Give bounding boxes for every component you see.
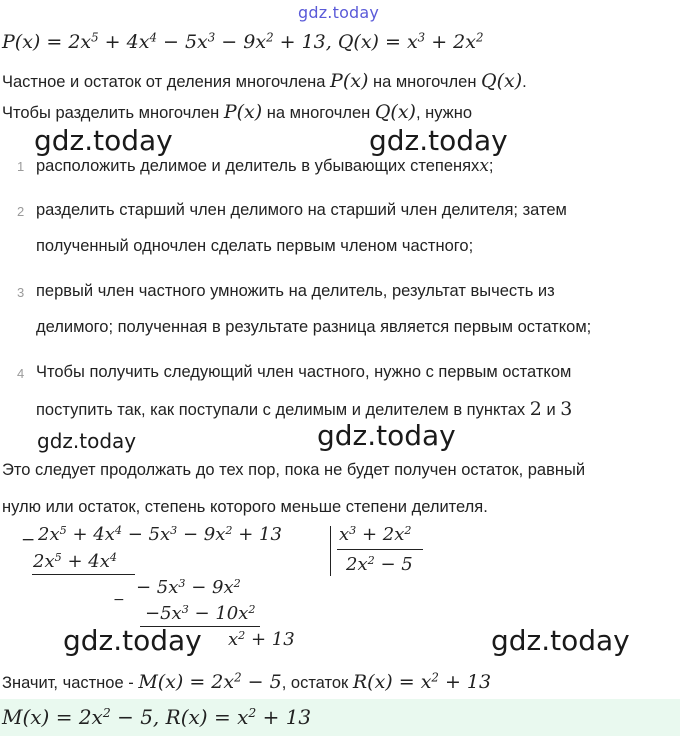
watermark: gdz.today <box>34 124 173 157</box>
division-minus-sign: − <box>21 530 36 550</box>
answer-formula: $M(x) = 2x^2 - 5$, $R(x) = x^2 + 13$ <box>2 705 312 729</box>
watermark-top: gdz.today <box>298 3 380 22</box>
polynomial-definition: $P(x) = 2x^5 + 4x^4 - 5x^3 - 9x^2 + 13$, $Q(x) = x^3 + 2x^2$ <box>2 30 484 53</box>
p-lhs: P(x) <box>2 31 41 53</box>
division-bar <box>330 526 331 576</box>
step-text: делимого; полученная в результате разница является первым остатком; <box>36 318 592 336</box>
division-remainder-1: − $5x^3 - 9x^2$ <box>136 576 241 598</box>
step-number: 2 <box>17 204 25 219</box>
task-statement: Частное и остаток от деления многочлена P(x) на многочлен Q(x). <box>2 70 527 92</box>
division-remainder-2: $x^2 + 13$ <box>228 628 295 650</box>
step-text: разделить старший член делимого на старший член делителя; затем <box>36 201 567 219</box>
division-minus-sign: − <box>113 592 125 608</box>
watermark: gdz.today <box>37 429 137 453</box>
division-underline <box>32 574 135 575</box>
step-number: 1 <box>17 159 25 174</box>
continuation-text: нулю или остаток, степень которого меньше степени делителя. <box>2 498 488 516</box>
watermark: gdz.today <box>369 124 508 157</box>
step-number: 3 <box>17 285 25 300</box>
step-text: Чтобы получить следующий член частного, нужно с первым остатком <box>36 363 572 381</box>
intro-text: Чтобы разделить многочлен P(x) на многочлен Q(x), нужно <box>2 101 473 123</box>
step-text: полученный одночлен сделать первым членом частного; <box>36 237 474 255</box>
division-quotient: $2x^2 - 5$ <box>346 553 413 575</box>
conclusion-text: Значит, частное - $M(x) = 2x^2 - 5$, остаток $R(x) = x^2 + 13$ <box>2 670 492 693</box>
step-text: первый член частного умножить на делитель, результат вычесть из <box>36 282 555 300</box>
step-text: расположить делимое и делитель в убывающих степеняхx; <box>36 156 494 176</box>
watermark: gdz.today <box>63 624 202 657</box>
watermark: gdz.today <box>491 624 630 657</box>
step-text: поступить так, как поступали с делимым и делителем в пунктах 2 и 3 <box>36 398 573 420</box>
division-subtract-1: $2x^5 + 4x^4$ <box>33 550 117 572</box>
watermark: gdz.today <box>317 419 456 452</box>
continuation-text: Это следует продолжать до тех пор, пока не будет получен остаток, равный <box>2 461 586 479</box>
division-subtract-2: $-5x^3 - 10x^2$ <box>145 602 256 624</box>
division-dividend: $2x^5 + 4x^4 - 5x^3 - 9x^2 + 13$ <box>38 523 282 545</box>
step-number: 4 <box>17 366 25 381</box>
divisor-underline <box>337 549 423 550</box>
division-divisor: $x^3 + 2x^2$ <box>339 523 412 545</box>
